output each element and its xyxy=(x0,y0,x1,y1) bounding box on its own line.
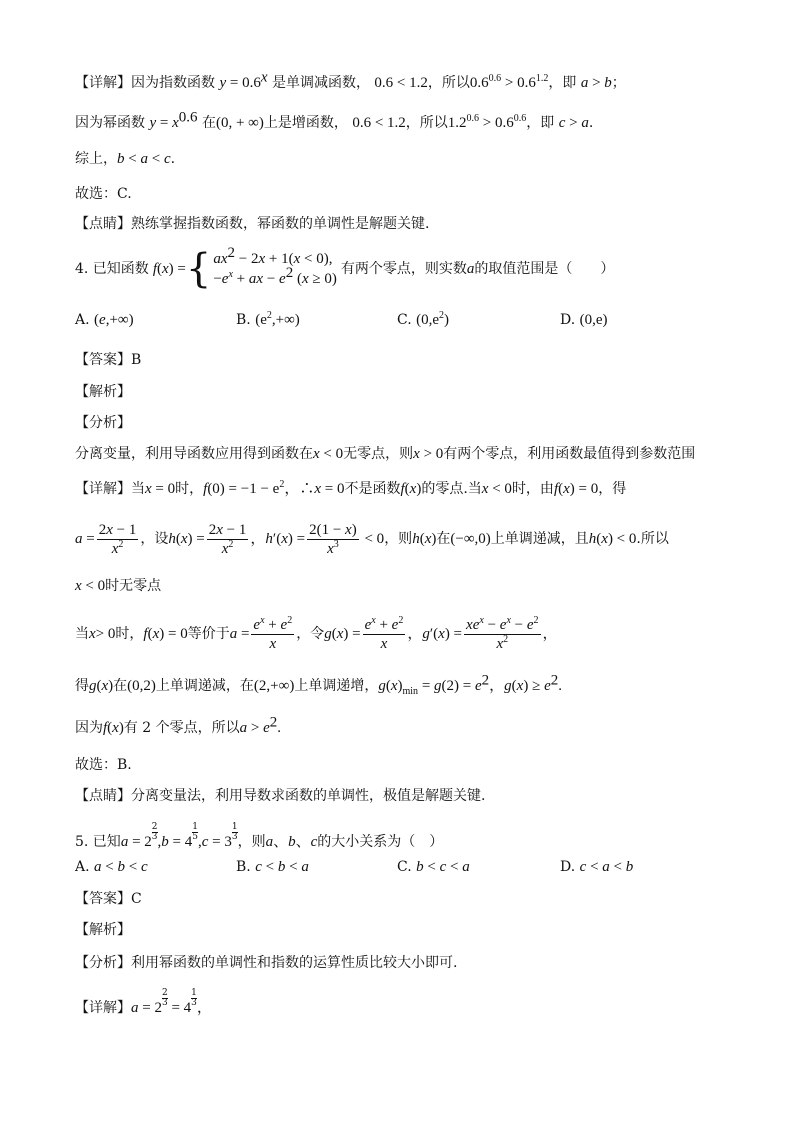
option-5b: B. c < b < a xyxy=(236,859,309,875)
text: ，则 xyxy=(237,834,266,850)
text: 因为幂函数 xyxy=(75,115,145,131)
text: 在 xyxy=(113,678,128,694)
detail-4-line-2: a = $\frac{2x - 1}{x^2}$ ，设 h ( x ) = $\frac{2x - 1}{x^2}$ ， h ′( x ) = $\frac{2(1 - x)}{x^3}$ < 0 ，则 h ( x ) 在 (−∞,0) 上单调递减，且 h ( x ) < 0 .所以 xyxy=(75,521,669,557)
detail-5: 【详解】 a = 2 $\frac{2}{3}$ = 4 1 3 ， xyxy=(75,988,212,1016)
piecewise: { $ax^2 - 2x + 1(x < 0)$, $-e^x$ + ax − $e^2$ (x ≥ 0) xyxy=(185,245,337,292)
text: 5. 已知 xyxy=(75,834,121,850)
text: 在 xyxy=(436,531,451,547)
question-4: 4. 已知函数 f ( x ) = { $ax^2 - 2x + 1(x < 0)$, $-e^x$ + ax − $e^2$ (x ≥ 0) 有两个零点，则实数 a 的取值范围是（ ） xyxy=(75,245,615,292)
option-5a: A. a < b < c xyxy=(75,859,148,875)
text: 综上， xyxy=(75,151,117,167)
answer-5: 【答案】C xyxy=(75,891,142,907)
text: . xyxy=(170,151,176,167)
answer-4: 【答案】B xyxy=(75,352,142,368)
text: 时， xyxy=(115,626,144,642)
detail-4-line-1: 【详解】当x = 0时，$f(0) = -1 - e^2$，∴x = 0不是函数f(x)的零点.当x < 0时，由f(x) = 0，得 xyxy=(75,479,627,497)
option-b: B. $(e^2,+\infty)$ xyxy=(236,310,300,328)
text: 上单调递减，且 xyxy=(490,531,589,547)
text: 有两个零点，则实数 xyxy=(340,261,467,277)
text: 时， xyxy=(175,481,204,497)
text: ，得 xyxy=(598,481,627,497)
line-4: 故选：C. xyxy=(75,186,132,202)
detail-4-line-5: 得g(x)在(0,2)上单调递减，在(2,+∞)上单调递增，$g(x)_{min} = g(2) = e^2$，$g(x) \ge e^2$. xyxy=(75,672,562,697)
line-2: 因为幂函数 $y = x^{0.6}$ 在(0, + ∞)上是增函数， 0.6 < 1.2，所以$1.2^{0.6} > 0.6^{0.6}$，即 c > a. xyxy=(75,109,594,131)
text: 上是增函数， xyxy=(263,115,348,131)
text: ，所以 xyxy=(405,115,448,131)
text: 【详解】 xyxy=(75,1000,131,1016)
fenxi-4-text: 分离变量，利用导函数应用得到函数在x < 0无零点，则x > 0有两个零点，利用函数最值得到参数范围 xyxy=(75,446,696,462)
text: 的取值范围是（ ） xyxy=(474,261,615,277)
text: .所以 xyxy=(636,531,669,547)
text: 是单调减函数， xyxy=(271,75,370,91)
option-d: D. (0,e) xyxy=(560,312,608,328)
fenxi-4-heading: 【分析】 xyxy=(75,415,131,431)
option-5d: D. c < a < b xyxy=(560,859,634,875)
fenxi-5: 【分析】利用幂函数的单调性和指数的运算性质比较大小即可. xyxy=(75,955,458,971)
text: 在 xyxy=(201,115,216,131)
text: . xyxy=(588,115,594,131)
text: 上单调递增， xyxy=(294,678,379,694)
text: ； xyxy=(611,75,626,91)
text: A. xyxy=(75,312,90,328)
text: 的零点.当 xyxy=(421,481,482,497)
text: 因为 xyxy=(75,720,103,736)
option-c: C. $(0,e^2)$ xyxy=(397,310,450,328)
detail-4-line-4: 当 x > 0 时， f ( x ) = 0 等价于 a = $\frac{e^x + e^2}{x}$ ，令 g ( x ) = $\frac{e^x + e^2}{x}$ ， g ′( x ) = $\frac{xe^x - e^x - e^2}{x^2}$ ， xyxy=(75,614,558,652)
analysis-5-heading: 【解析】 xyxy=(75,922,131,938)
line-1: 【详解】因为指数函数 $y = 0.6^x$ 是单调减函数， 0.6 < 1.2，所以$0.6^{0.6} > 0.6^{1.2}$，即 a > b； xyxy=(75,69,626,91)
text: 时，由 xyxy=(511,481,554,497)
text: 时无零点 xyxy=(105,578,162,594)
text: 4. 已知函数 xyxy=(75,261,149,277)
text: 有两个零点，利用函数最值得到参数范围 xyxy=(443,446,696,462)
text: 【详解】当 xyxy=(75,481,145,497)
text: 等价于 xyxy=(187,626,230,642)
comment-4: 【点睛】分离变量法，利用导数求函数的单调性，极值是解题关键. xyxy=(75,788,486,804)
text: ，即 xyxy=(526,115,555,131)
choose-b: 故选：B. xyxy=(75,757,132,773)
text: 【详解】因为指数函数 xyxy=(75,75,215,91)
question-5: 5. 已知 a = 2 2 3 , b = 4 1 5 , c = 3 1 3 ，则 a 、 b 、 c 的大小关系为（ ） xyxy=(75,822,444,850)
text: ，令 xyxy=(296,626,325,642)
text: 分离变量，利用导函数应用得到函数在 xyxy=(75,446,313,462)
text: D. xyxy=(560,312,576,328)
line-3: 综上，b < a < c. xyxy=(75,151,176,167)
text: ，即 xyxy=(548,75,577,91)
analysis-4-heading: 【解析】 xyxy=(75,384,131,400)
text: ，则 xyxy=(384,531,413,547)
text: 不是函数 xyxy=(344,481,401,497)
text: ，所以 xyxy=(427,75,470,91)
text: B. xyxy=(236,312,251,328)
text: 得 xyxy=(75,678,89,694)
detail-4-line-6: 因为f(x)有 2 个零点，所以$a > e^2$. xyxy=(75,714,282,736)
text: 有 2 个零点，所以 xyxy=(123,720,240,736)
text: 的大小关系为（ ） xyxy=(317,834,444,850)
line-5: 【点睛】熟练掌握指数函数，幂函数的单调性是解题关键. xyxy=(75,216,430,232)
option-a: A. (e,+∞) xyxy=(75,312,134,328)
text: 当 xyxy=(75,626,89,642)
detail-4-line-3: x < 0时无零点 xyxy=(75,578,162,594)
text: 上单调递减，在 xyxy=(155,678,254,694)
text: C. xyxy=(397,312,412,328)
text: ，设 xyxy=(140,531,169,547)
option-5c: C. b < c < a xyxy=(397,859,470,875)
text: 无零点，则 xyxy=(343,446,414,462)
